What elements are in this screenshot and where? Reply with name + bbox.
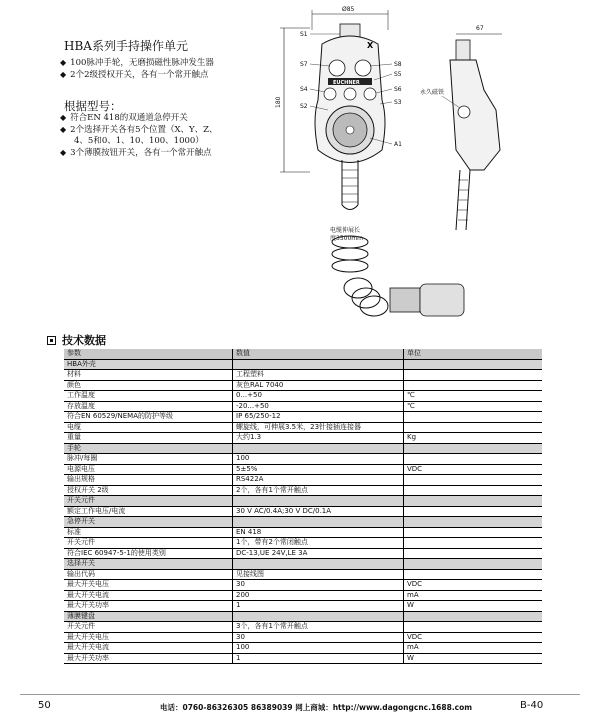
label-a1: A1 [394,141,402,148]
option-list [60,112,218,159]
table-cell: 输出代码 [64,569,233,580]
diamond-bullet-icon: ◆ [60,148,67,157]
table-cell [233,517,404,528]
table-cell: mA [404,643,543,654]
table-cell: 急停开关 [64,517,233,528]
table-cell: RS422A [233,475,404,486]
table-cell: 存放温度 [64,401,233,412]
table-row [64,359,542,370]
table-row [64,653,542,664]
table-cell: 3个，各有1个常开触点 [233,622,404,633]
page-number-right: B-40 [520,700,544,711]
table-cell: 最大开关功率 [64,653,233,664]
table-row [64,527,542,538]
table-cell [404,559,543,570]
table-cell: 灰色RAL 7040 [233,380,404,391]
table-row [64,443,542,454]
table-cell: 30 [233,580,404,591]
table-cell: HBA外壳 [64,359,233,370]
table-cell: W [404,601,543,612]
option-item: ◆ 3个薄膜按钮开关，各有一个常开触点 [60,148,212,158]
table-cell [404,422,543,433]
table-cell: 0...+50 [233,391,404,402]
table-cell [404,517,543,528]
table-cell: 螺旋线，可伸展3.5米，23针接插连接器 [233,422,404,433]
cable-label-line1: 电缆伸展长 [330,227,361,234]
table-cell [404,548,543,559]
table-row [64,517,542,528]
table-cell [404,527,543,538]
table-cell [404,485,543,496]
table-cell: 大约1.3 [233,433,404,444]
dim-width-label: Ø85 [342,6,355,13]
table-cell: 最大开关电压 [64,632,233,643]
option-item: 4、5和0、1、10、100、1000） [74,136,204,146]
table-row [64,611,542,622]
table-cell [404,359,543,370]
table-row [64,370,542,381]
section-title: 技术数据 [47,332,106,348]
product-drawing [270,0,530,325]
diamond-bullet-icon: ◆ [60,113,67,122]
table-cell [404,622,543,633]
table-header-cell: 单位 [404,349,543,359]
table-cell: -20...+50 [233,401,404,412]
diamond-bullet-icon: ◆ [60,125,67,134]
table-cell: 脉冲/每圈 [64,454,233,465]
table-header-cell: 参数 [64,349,233,359]
feature-list [60,57,214,81]
dim-side-label: 67 [476,25,484,32]
table-row [64,548,542,559]
table-cell: 最大开关电流 [64,643,233,654]
table-cell: 30 V AC/0.4A;30 V DC/0.1A [233,506,404,517]
table-cell: VDC [404,580,543,591]
table-row [64,391,542,402]
table-cell [404,412,543,423]
table-cell: 符合IEC 60947-5-1的使用类别 [64,548,233,559]
label-s3: S3 [394,99,402,106]
table-cell [233,359,404,370]
table-cell [404,443,543,454]
feature-item: ◆ 2个2级授权开关，各有一个常开触点 [60,70,209,80]
table-row [64,464,542,475]
table-cell [404,496,543,507]
table-cell: ℃ [404,401,543,412]
table-body [64,359,542,664]
option-item: ◆ 2个选择开关各有5个位置（X、Y、Z、 [60,125,218,135]
table-row [64,632,542,643]
diamond-bullet-icon: ◆ [60,70,67,79]
contact-info: 电话：0760-86326305 86389039 网上商城：http://www.dagongcnc.1688.com [160,703,473,712]
diamond-bullet-icon: ◆ [60,58,67,67]
table-header-cell: 数值 [233,349,404,359]
table-cell [404,380,543,391]
table-cell: DC-13,UE 24V,LE 3A [233,548,404,559]
table-cell: 2个，各有1个常开触点 [233,485,404,496]
table-cell: VDC [404,464,543,475]
table-cell: 符合EN 60529/NEMA的防护等级 [64,412,233,423]
table-row [64,412,542,423]
table-header-row [64,349,542,359]
model-subtitle: 根据型号： [64,99,122,113]
table-cell: 工程塑料 [233,370,404,381]
table-cell [233,611,404,622]
table-cell: ℃ [404,391,543,402]
table-cell: 手轮 [64,443,233,454]
table-row [64,422,542,433]
table-cell: 最大开关电压 [64,580,233,591]
table-row [64,475,542,486]
table-cell: 工作温度 [64,391,233,402]
magnet-label: 永久磁铁 [420,89,445,96]
feature-item: ◆ 100脉冲手轮，无磨损磁性脉冲发生器 [60,58,214,68]
label-s2: S2 [300,103,308,110]
table-cell: IP 65/250-12 [233,412,404,423]
table-cell: 200 [233,590,404,601]
table-cell: 开关元件 [64,496,233,507]
table-row [64,485,542,496]
table-row [64,538,542,549]
table-cell: mA [404,590,543,601]
table-cell: 见接线图 [233,569,404,580]
table-cell: 1 [233,601,404,612]
cable-label-line2: 度3500mm [330,235,363,242]
product-title: HBA系列手持操作单元 [64,39,188,53]
table-cell: VDC [404,632,543,643]
table-row [64,580,542,591]
table-cell: 1个，带有2个常闭触点 [233,538,404,549]
table-cell [404,370,543,381]
table-cell: 电缆 [64,422,233,433]
table-row [64,643,542,654]
table-row [64,506,542,517]
table-cell: 颜色 [64,380,233,391]
table-row [64,590,542,601]
table-cell: Kg [404,433,543,444]
label-s6: S6 [394,86,402,93]
table-cell [404,506,543,517]
table-cell: 最大开关功率 [64,601,233,612]
table-cell: 标准 [64,527,233,538]
section-square-icon [47,336,56,345]
table-cell: 开关元件 [64,538,233,549]
table-cell: 100 [233,454,404,465]
table-cell [233,443,404,454]
brand-label: EUCHNER [333,80,360,86]
table-cell: 1 [233,653,404,664]
table-cell: 5±5% [233,464,404,475]
table-cell: 材料 [64,370,233,381]
table-row [64,569,542,580]
table-row [64,601,542,612]
table-cell: 30 [233,632,404,643]
label-s5: S5 [394,71,402,78]
table-cell: 选择开关 [64,559,233,570]
table-cell: 薄膜键盘 [64,611,233,622]
label-s8: S8 [394,61,402,68]
option-item: ◆ 符合EN 418的双通道急停开关 [60,113,188,123]
table-row [64,559,542,570]
table-row [64,401,542,412]
table-row [64,433,542,444]
table-row [64,496,542,507]
table-cell: W [404,653,543,664]
table-cell: 重量 [64,433,233,444]
table-row [64,622,542,633]
table-cell [404,475,543,486]
spec-table [64,349,542,664]
dim-height-label: 180 [275,96,282,108]
table-cell: 额定工作电压/电流 [64,506,233,517]
table-cell: 最大开关电流 [64,590,233,601]
label-s1: S1 [300,31,308,38]
table-row [64,380,542,391]
table-cell: 输出规格 [64,475,233,486]
table-cell [404,569,543,580]
table-cell: EN 418 [233,527,404,538]
table-cell [233,496,404,507]
footer-divider [20,694,580,695]
table-cell: 开关元件 [64,622,233,633]
table-cell: 授权开关 2级 [64,485,233,496]
table-cell [404,538,543,549]
label-s7: S7 [300,61,308,68]
table-row [64,454,542,465]
label-x: X [367,41,374,50]
label-s4: S4 [300,86,308,93]
page-number-left: 50 [38,700,51,711]
table-cell [233,559,404,570]
table-cell [404,611,543,622]
table-cell: 电源电压 [64,464,233,475]
table-cell: 100 [233,643,404,654]
table-cell [404,454,543,465]
